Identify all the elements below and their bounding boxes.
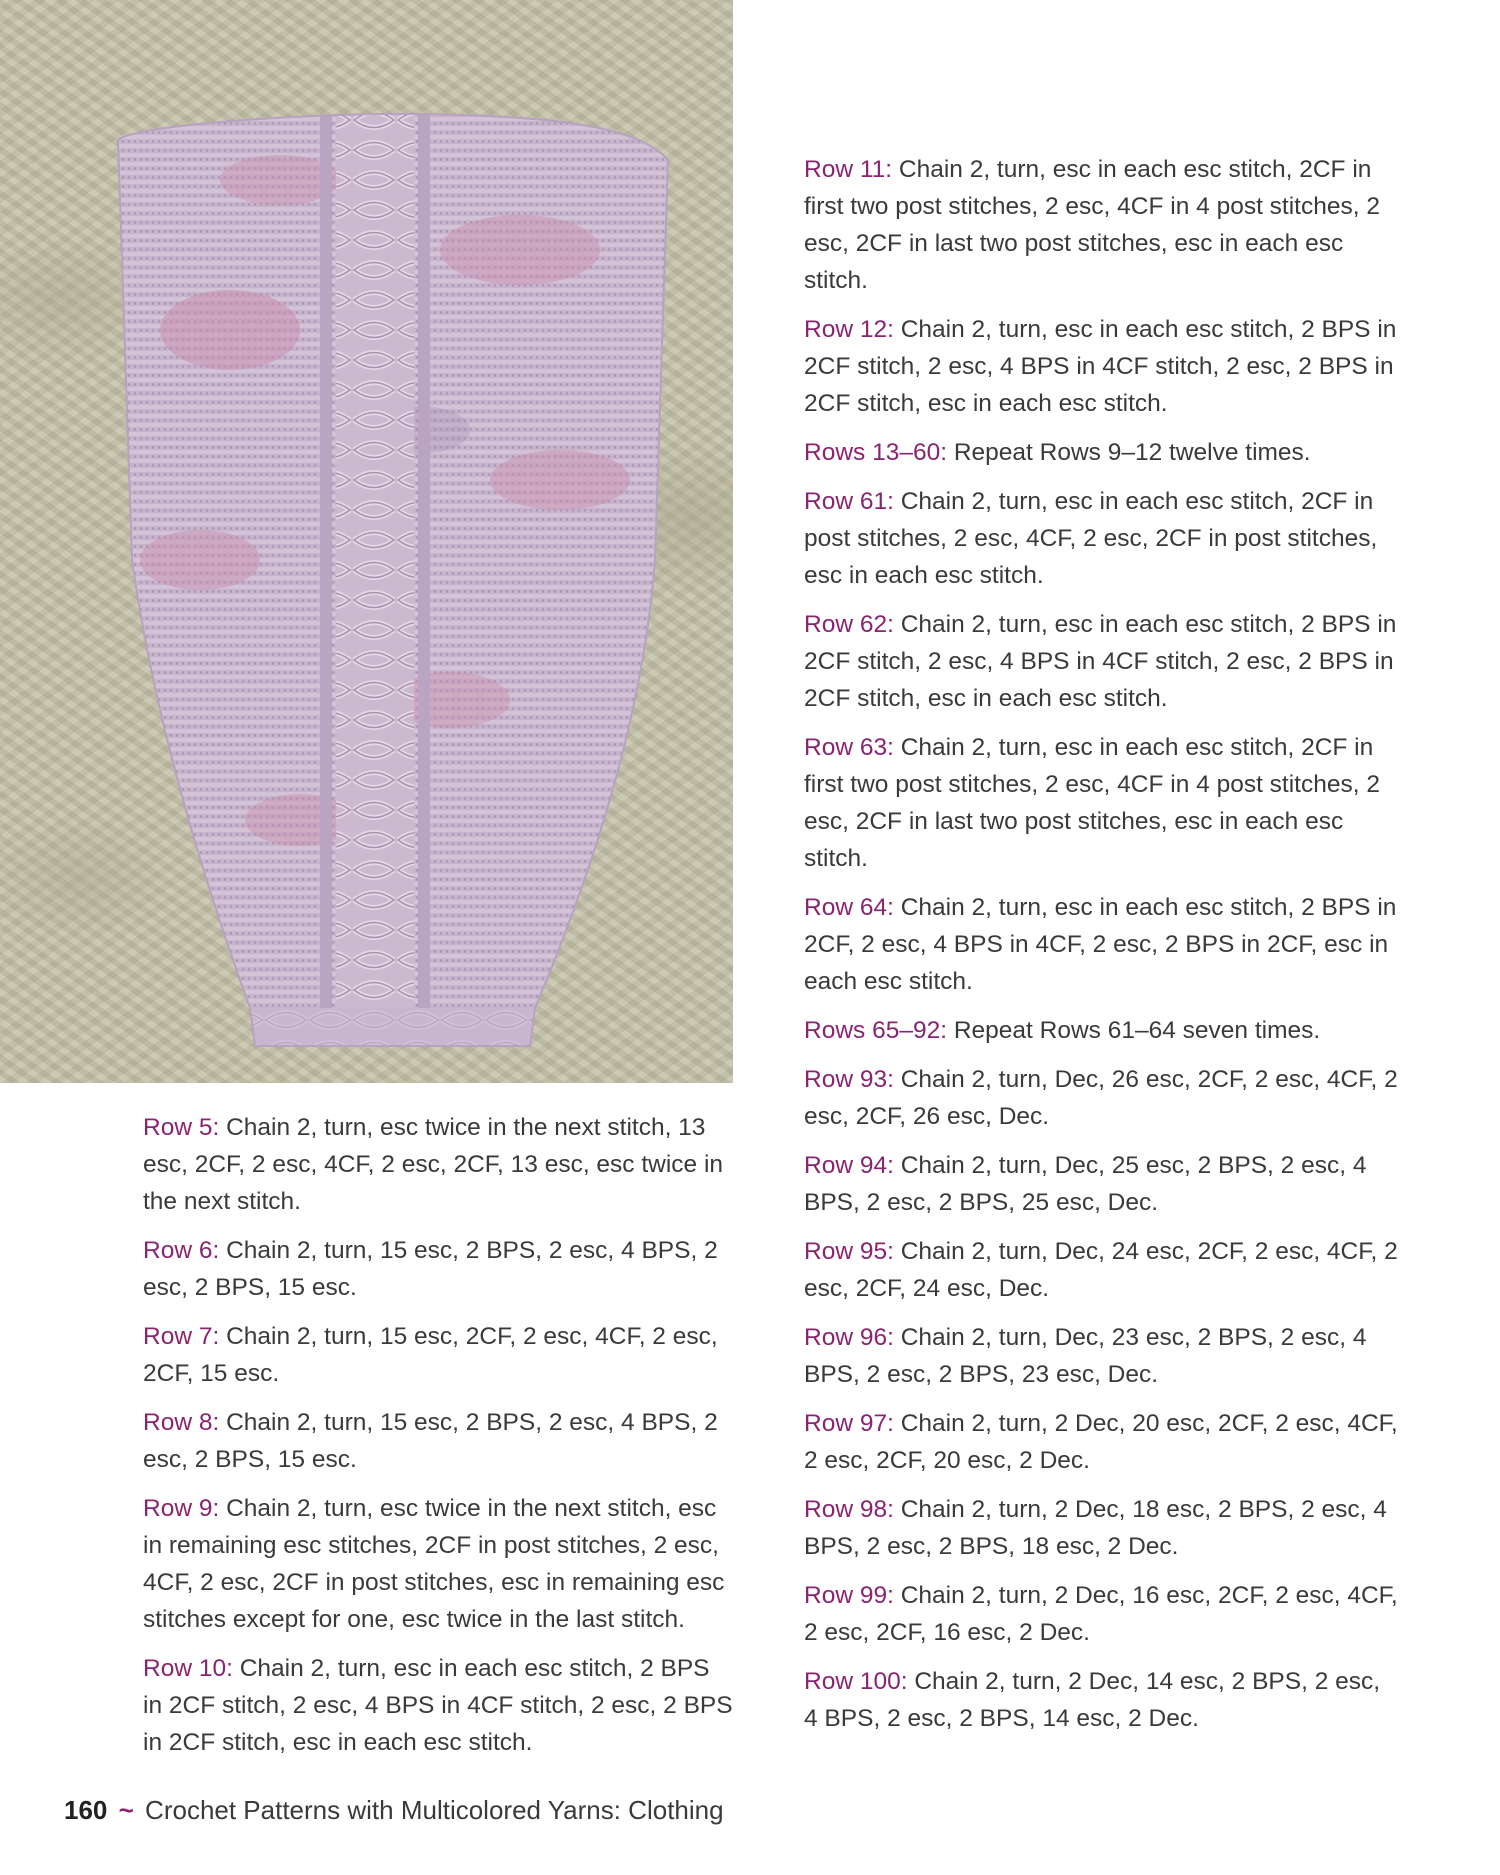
row-label: Row 96: [804,1324,894,1351]
row-label: Row 97: [804,1410,894,1437]
right-column [804,151,1398,1749]
row-label: Row 98: [804,1496,894,1523]
row-text: Chain 2, turn, 15 esc, 2CF, 2 esc, 4CF, 2 esc, 2CF, 15 esc. [143,1323,718,1387]
row-text: Chain 2, turn, esc in each esc stitch, 2 BPS in 2CF, 2 esc, 4 BPS in 4CF, 2 esc, 2 BPS in 2CF, esc in each esc stitch. [804,894,1397,995]
row-text: Chain 2, turn, Dec, 25 esc, 2 BPS, 2 esc, 4 BPS, 2 esc, 2 BPS, 25 esc, Dec. [804,1152,1367,1216]
footer-separator: ~ [118,1795,134,1825]
row-text: Chain 2, turn, esc twice in the next stitch, 13 esc, 2CF, 2 esc, 4CF, 2 esc, 2CF, 13 esc, esc twice in the next stitch. [143,1114,724,1215]
instruction-row [804,1233,1398,1307]
instruction-row [804,1012,1398,1049]
row-text: Chain 2, turn, 15 esc, 2 BPS, 2 esc, 4 BPS, 2 esc, 2 BPS, 15 esc. [143,1409,718,1473]
page-number: 160 [64,1795,108,1825]
row-label: Rows 65–92: [804,1017,948,1044]
instruction-row [143,1650,733,1761]
row-text: Repeat Rows 9–12 twelve times. [953,439,1311,466]
instruction-row [804,1319,1398,1393]
row-text: Repeat Rows 61–64 seven times. [953,1017,1321,1044]
row-text: Chain 2, turn, esc in each esc stitch, 2 BPS in 2CF stitch, 2 esc, 4 BPS in 4CF stitch, 2 esc, 2 BPS in 2CF stitch, esc in each esc stitch. [143,1655,733,1756]
row-label: Row 61: [804,488,894,515]
row-label: Row 11: [804,156,893,183]
row-label: Row 6: [143,1237,220,1264]
row-label: Row 64: [804,894,894,921]
row-text: Chain 2, turn, 2 Dec, 14 esc, 2 BPS, 2 esc, 4 BPS, 2 esc, 2 BPS, 14 esc, 2 Dec. [804,1668,1381,1732]
instruction-row [804,1491,1398,1565]
row-label: Row 62: [804,611,894,638]
row-text: Chain 2, turn, esc twice in the next stitch, esc in remaining esc stitches, 2CF in post stitches, 2 esc, 4CF, 2 esc, 2CF in post stitches, esc in remaining esc stitches except for one, esc twice in the last stitch. [143,1495,725,1633]
row-label: Row 63: [804,734,894,761]
instruction-row [804,311,1398,422]
row-label: Row 95: [804,1238,894,1265]
row-text: Chain 2, turn, esc in each esc stitch, 2CF in first two post stitches, 2 esc, 4CF in 4 post stitches, 2 esc, 2CF in last two post stitches, esc in each esc stitch. [804,734,1380,872]
row-label: Row 93: [804,1066,894,1093]
instruction-row [804,729,1398,877]
row-text: Chain 2, turn, 2 Dec, 20 esc, 2CF, 2 esc, 4CF, 2 esc, 2CF, 20 esc, 2 Dec. [804,1410,1398,1474]
instruction-row [143,1232,733,1306]
row-label: Row 7: [143,1323,220,1350]
instruction-row [143,1490,733,1638]
row-label: Row 12: [804,316,894,343]
page-footer [64,1793,724,1827]
instruction-row [143,1318,733,1392]
row-label: Row 10: [143,1655,233,1682]
row-text: Chain 2, turn, Dec, 24 esc, 2CF, 2 esc, 4CF, 2 esc, 2CF, 24 esc, Dec. [804,1238,1398,1302]
row-text: Chain 2, turn, 2 Dec, 18 esc, 2 BPS, 2 esc, 4 BPS, 2 esc, 2 BPS, 18 esc, 2 Dec. [804,1496,1387,1560]
row-label: Row 100: [804,1668,908,1695]
instruction-row [143,1404,733,1478]
row-text: Chain 2, turn, esc in each esc stitch, 2 BPS in 2CF stitch, 2 esc, 4 BPS in 4CF stitch, 2 esc, 2 BPS in 2CF stitch, esc in each esc stitch. [804,611,1397,712]
instruction-row [143,1109,733,1220]
row-label: Row 8: [143,1409,220,1436]
instruction-row [804,889,1398,1000]
row-label: Row 5: [143,1114,220,1141]
row-text: Chain 2, turn, Dec, 23 esc, 2 BPS, 2 esc, 4 BPS, 2 esc, 2 BPS, 23 esc, Dec. [804,1324,1367,1388]
row-label: Row 9: [143,1495,220,1522]
instruction-row [804,151,1398,299]
row-label: Row 94: [804,1152,894,1179]
instruction-row [804,606,1398,717]
row-label: Rows 13–60: [804,439,948,466]
row-text: Chain 2, turn, 2 Dec, 16 esc, 2CF, 2 esc, 4CF, 2 esc, 2CF, 16 esc, 2 Dec. [804,1582,1398,1646]
row-text: Chain 2, turn, esc in each esc stitch, 2 BPS in 2CF stitch, 2 esc, 4 BPS in 4CF stitch, 2 esc, 2 BPS in 2CF stitch, esc in each esc stitch. [804,316,1397,417]
left-column [143,1109,733,1773]
book-title: Crochet Patterns with Multicolored Yarns: Clothing [145,1795,724,1825]
row-text: Chain 2, turn, esc in each esc stitch, 2CF in post stitches, 2 esc, 4CF, 2 esc, 2CF in post stitches, esc in each esc stitch. [804,488,1378,589]
row-label: Row 99: [804,1582,894,1609]
instruction-row [804,1405,1398,1479]
row-text: Chain 2, turn, 15 esc, 2 BPS, 2 esc, 4 BPS, 2 esc, 2 BPS, 15 esc. [143,1237,718,1301]
instruction-row [804,1663,1398,1737]
row-text: Chain 2, turn, esc in each esc stitch, 2CF in first two post stitches, 2 esc, 4CF in 4 post stitches, 2 esc, 2CF in last two post stitches, esc in each esc stitch. [804,156,1380,294]
instruction-row [804,1147,1398,1221]
crocheted-sleeve-photo-icon [0,0,733,1083]
row-text: Chain 2, turn, Dec, 26 esc, 2CF, 2 esc, 4CF, 2 esc, 2CF, 26 esc, Dec. [804,1066,1398,1130]
instruction-row [804,1577,1398,1651]
instruction-row [804,483,1398,594]
instruction-row [804,434,1398,471]
sleeve-photo [0,0,733,1083]
instruction-row [804,1061,1398,1135]
